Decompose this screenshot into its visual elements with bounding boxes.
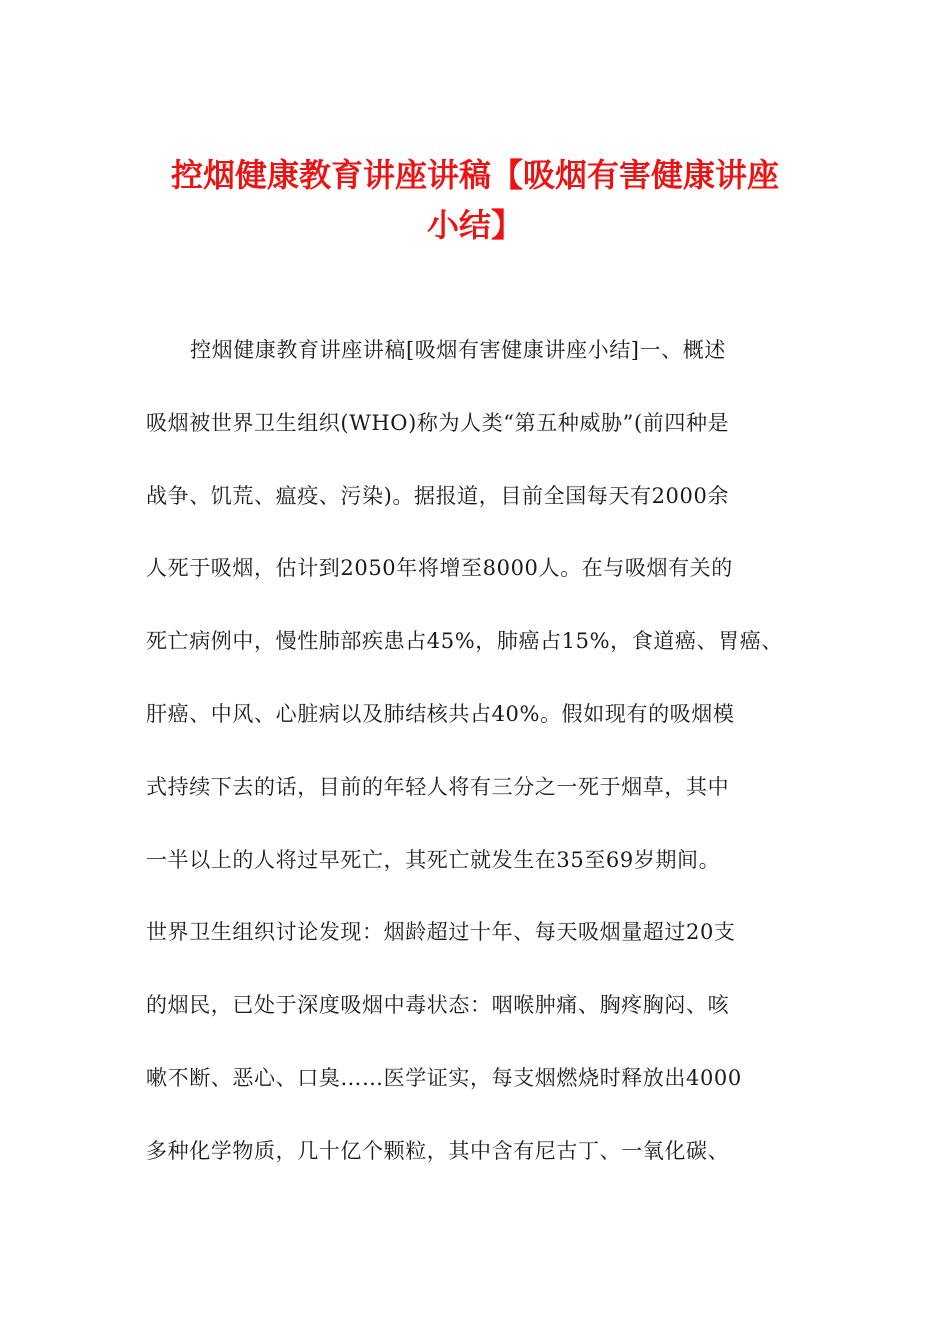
body-line: 吸烟被世界卫生组织(WHO)称为人类“第五种威胁”(前四种是	[146, 410, 730, 435]
body-line: 战争、饥荒、瘟疫、污染)。据报道，目前全国每天有2000余	[146, 483, 730, 508]
document-title	[100, 150, 850, 250]
body-line: 嗽不断、恶心、口臭……医学证实，每支烟燃烧时释放出4000	[146, 1065, 742, 1090]
document-body	[146, 328, 826, 1202]
body-line: 控烟健康教育讲座讲稿[吸烟有害健康讲座小结]一、概述	[190, 338, 726, 362]
title-line-1: 控烟健康教育讲座讲稿【吸烟有害健康讲座	[170, 156, 779, 194]
body-line: 人死于吸烟，估计到2050年将增至8000人。在与吸烟有关的	[146, 556, 733, 581]
body-line: 肝癌、中风、心脏病以及肺结核共占40%。假如现有的吸烟模	[146, 701, 735, 726]
body-line: 式持续下去的话，目前的年轻人将有三分之一死于烟草，其中	[146, 774, 730, 799]
body-line: 多种化学物质，几十亿个颗粒，其中含有尼古丁、一氧化碳、	[146, 1138, 730, 1163]
body-line: 世界卫生组织讨论发现：烟龄超过十年、每天吸烟量超过20支	[146, 920, 736, 945]
body-line: 的烟民，已处于深度吸烟中毒状态：咽喉肿痛、胸疼胸闷、咳	[146, 993, 730, 1018]
title-line-2: 小结】	[426, 206, 523, 244]
body-line: 一半以上的人将过早死亡，其死亡就发生在35至69岁期间。	[146, 847, 721, 872]
body-line: 死亡病例中，慢性肺部疾患占45%，肺癌占15%，食道癌、胃癌、	[146, 629, 783, 654]
